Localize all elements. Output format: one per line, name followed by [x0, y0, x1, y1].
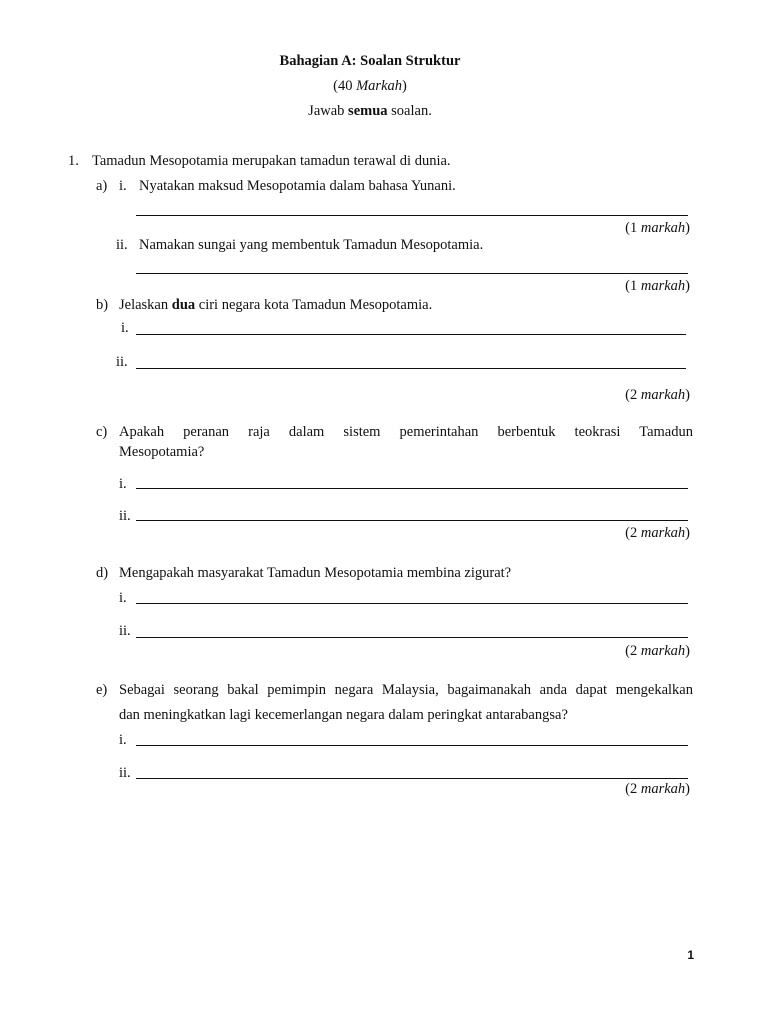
marks-label: (2 markah) — [625, 525, 690, 541]
marks-label: (2 markah) — [625, 643, 690, 659]
section-title: Bahagian A: Soalan Struktur — [279, 53, 461, 69]
instructions: Jawab semua soalan. — [308, 103, 432, 119]
total-marks: (40 Markah) — [333, 78, 407, 94]
part-e-text-line2: dan meningkatkan lagi kecemerlangan negara dalam peringkat antarabangsa? — [119, 707, 568, 723]
question-stem: Tamadun Mesopotamia merupakan tamadun terawal di dunia. — [92, 153, 451, 169]
part-c-text-line2: Mesopotamia? — [119, 444, 205, 460]
part-a-ii-text: Namakan sungai yang membentuk Tamadun Mesopotamia. — [139, 237, 484, 253]
answer-line[interactable] — [136, 368, 686, 369]
answer-ii-label: ii. — [119, 623, 131, 639]
part-d-label: d) — [96, 565, 109, 581]
part-c-label: c) — [96, 424, 108, 440]
answer-i-label: i. — [119, 732, 127, 748]
answer-i-label: i. — [119, 476, 127, 492]
marks-label: (2 markah) — [625, 781, 690, 797]
marks-label: (2 markah) — [625, 387, 690, 403]
part-c-text-line1: Apakah peranan raja dalam sistem pemerintahan berbentuk teokrasi Tamadun — [119, 424, 693, 440]
part-a-ii-label: ii. — [116, 237, 128, 253]
part-a-i-text: Nyatakan maksud Mesopotamia dalam bahasa Yunani. — [139, 178, 456, 194]
answer-line[interactable] — [136, 520, 688, 521]
answer-line[interactable] — [136, 273, 688, 274]
part-a-label: a) — [96, 178, 108, 194]
answer-ii-label: ii. — [116, 354, 128, 370]
part-a-i-label: i. — [119, 178, 127, 194]
page-number: 1 — [687, 948, 694, 962]
question-number: 1. — [68, 153, 79, 169]
answer-i-label: i. — [119, 590, 127, 606]
answer-line[interactable] — [136, 215, 688, 216]
part-b-label: b) — [96, 297, 109, 313]
answer-ii-label: ii. — [119, 508, 131, 524]
answer-line[interactable] — [136, 488, 688, 489]
answer-line[interactable] — [136, 637, 688, 638]
answer-line[interactable] — [136, 334, 686, 335]
part-e-label: e) — [96, 682, 108, 698]
answer-ii-label: ii. — [119, 765, 131, 781]
part-e-text-line1: Sebagai seorang bakal pemimpin negara Malaysia, bagaimanakah anda dapat mengekalkan — [119, 682, 693, 698]
answer-line[interactable] — [136, 778, 688, 779]
answer-i-label: i. — [121, 320, 129, 336]
answer-line[interactable] — [136, 603, 688, 604]
answer-line[interactable] — [136, 745, 688, 746]
part-d-text: Mengapakah masyarakat Tamadun Mesopotamia membina zigurat? — [119, 565, 512, 581]
marks-label: (1 markah) — [625, 220, 690, 236]
marks-label: (1 markah) — [625, 278, 690, 294]
part-b-text: Jelaskan dua ciri negara kota Tamadun Mesopotamia. — [119, 297, 433, 313]
